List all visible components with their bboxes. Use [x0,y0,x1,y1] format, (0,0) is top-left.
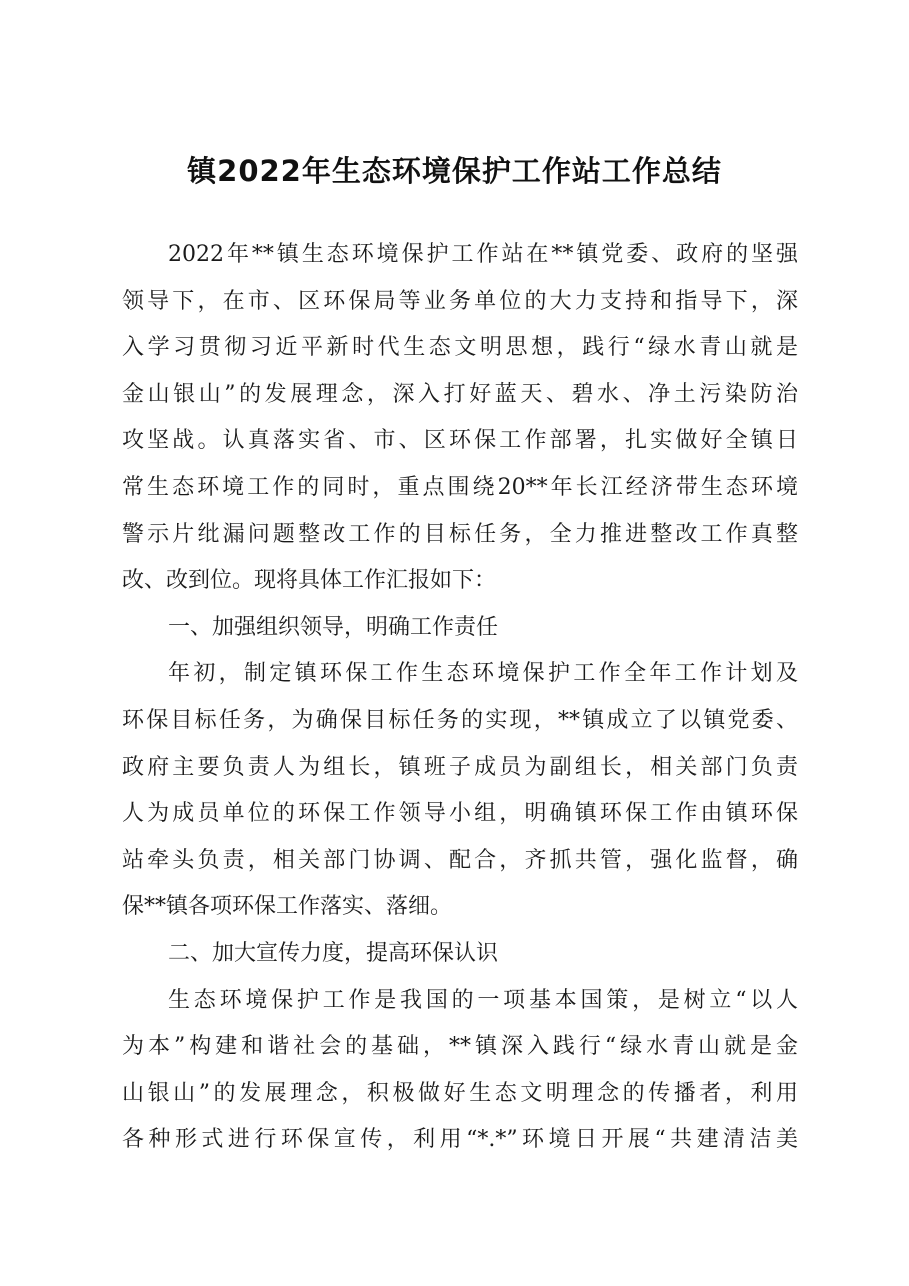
document-body [122,232,798,1164]
paragraph-line: 为本”构建和谐社会的基础，**镇深入践行“绿水青山就是金 [122,1034,798,1060]
paragraph-line: 人为成员单位的环保工作领导小组，明确镇环保工作由镇环保 [122,801,798,827]
paragraph-line: 2022年**镇生态环境保护工作站在**镇党委、政府的坚强 [168,242,798,267]
paragraph-line: 保**镇各项环保工作落实、落细。 [122,894,453,920]
section-heading: 一、加强组织领导，明确工作责任 [168,614,499,640]
paragraph-line: 山银山”的发展理念，积极做好生态文明理念的传播者，利用 [122,1080,798,1106]
paragraph-line: 生态环境保护工作是我国的一项基本国策，是树立“以人 [168,987,798,1013]
paragraph-line: 改、改到位。现将具体工作汇报如下： [122,568,497,594]
paragraph-line: 警示片纰漏问题整改工作的目标任务，全力推进整改工作真整 [122,521,798,547]
paragraph-line: 金山银山”的发展理念，深入打好蓝天、碧水、净土污染防治 [122,381,798,407]
paragraph-line: 入学习贯彻习近平新时代生态文明思想，践行“绿水青山就是 [122,335,798,361]
paragraph-line: 常生态环境工作的同时，重点围绕20**年长江经济带生态环境 [122,474,798,500]
paragraph-line: 站牵头负责，相关部门协调、配合，齐抓共管，强化监督，确 [122,847,798,873]
paragraph-line: 政府主要负责人为组长，镇班子成员为副组长，相关部门负责 [122,754,798,780]
paragraph-line: 年初，制定镇环保工作生态环境保护工作全年工作计划及 [168,661,798,687]
section-heading: 二、加大宣传力度，提高环保认识 [168,940,499,966]
document-title: 镇2022年生态环境保护工作站工作总结 [187,154,722,188]
paragraph-line: 攻坚战。认真落实省、市、区环保工作部署，扎实做好全镇日 [122,428,798,454]
paragraph-line: 环保目标任务，为确保目标任务的实现，**镇成立了以镇党委、 [122,707,798,733]
paragraph-line: 领导下，在市、区环保局等业务单位的大力支持和指导下，深 [122,288,798,314]
paragraph-line: 各种形式进行环保宣传，利用“*.*”环境日开展“共建清洁美 [122,1127,798,1153]
